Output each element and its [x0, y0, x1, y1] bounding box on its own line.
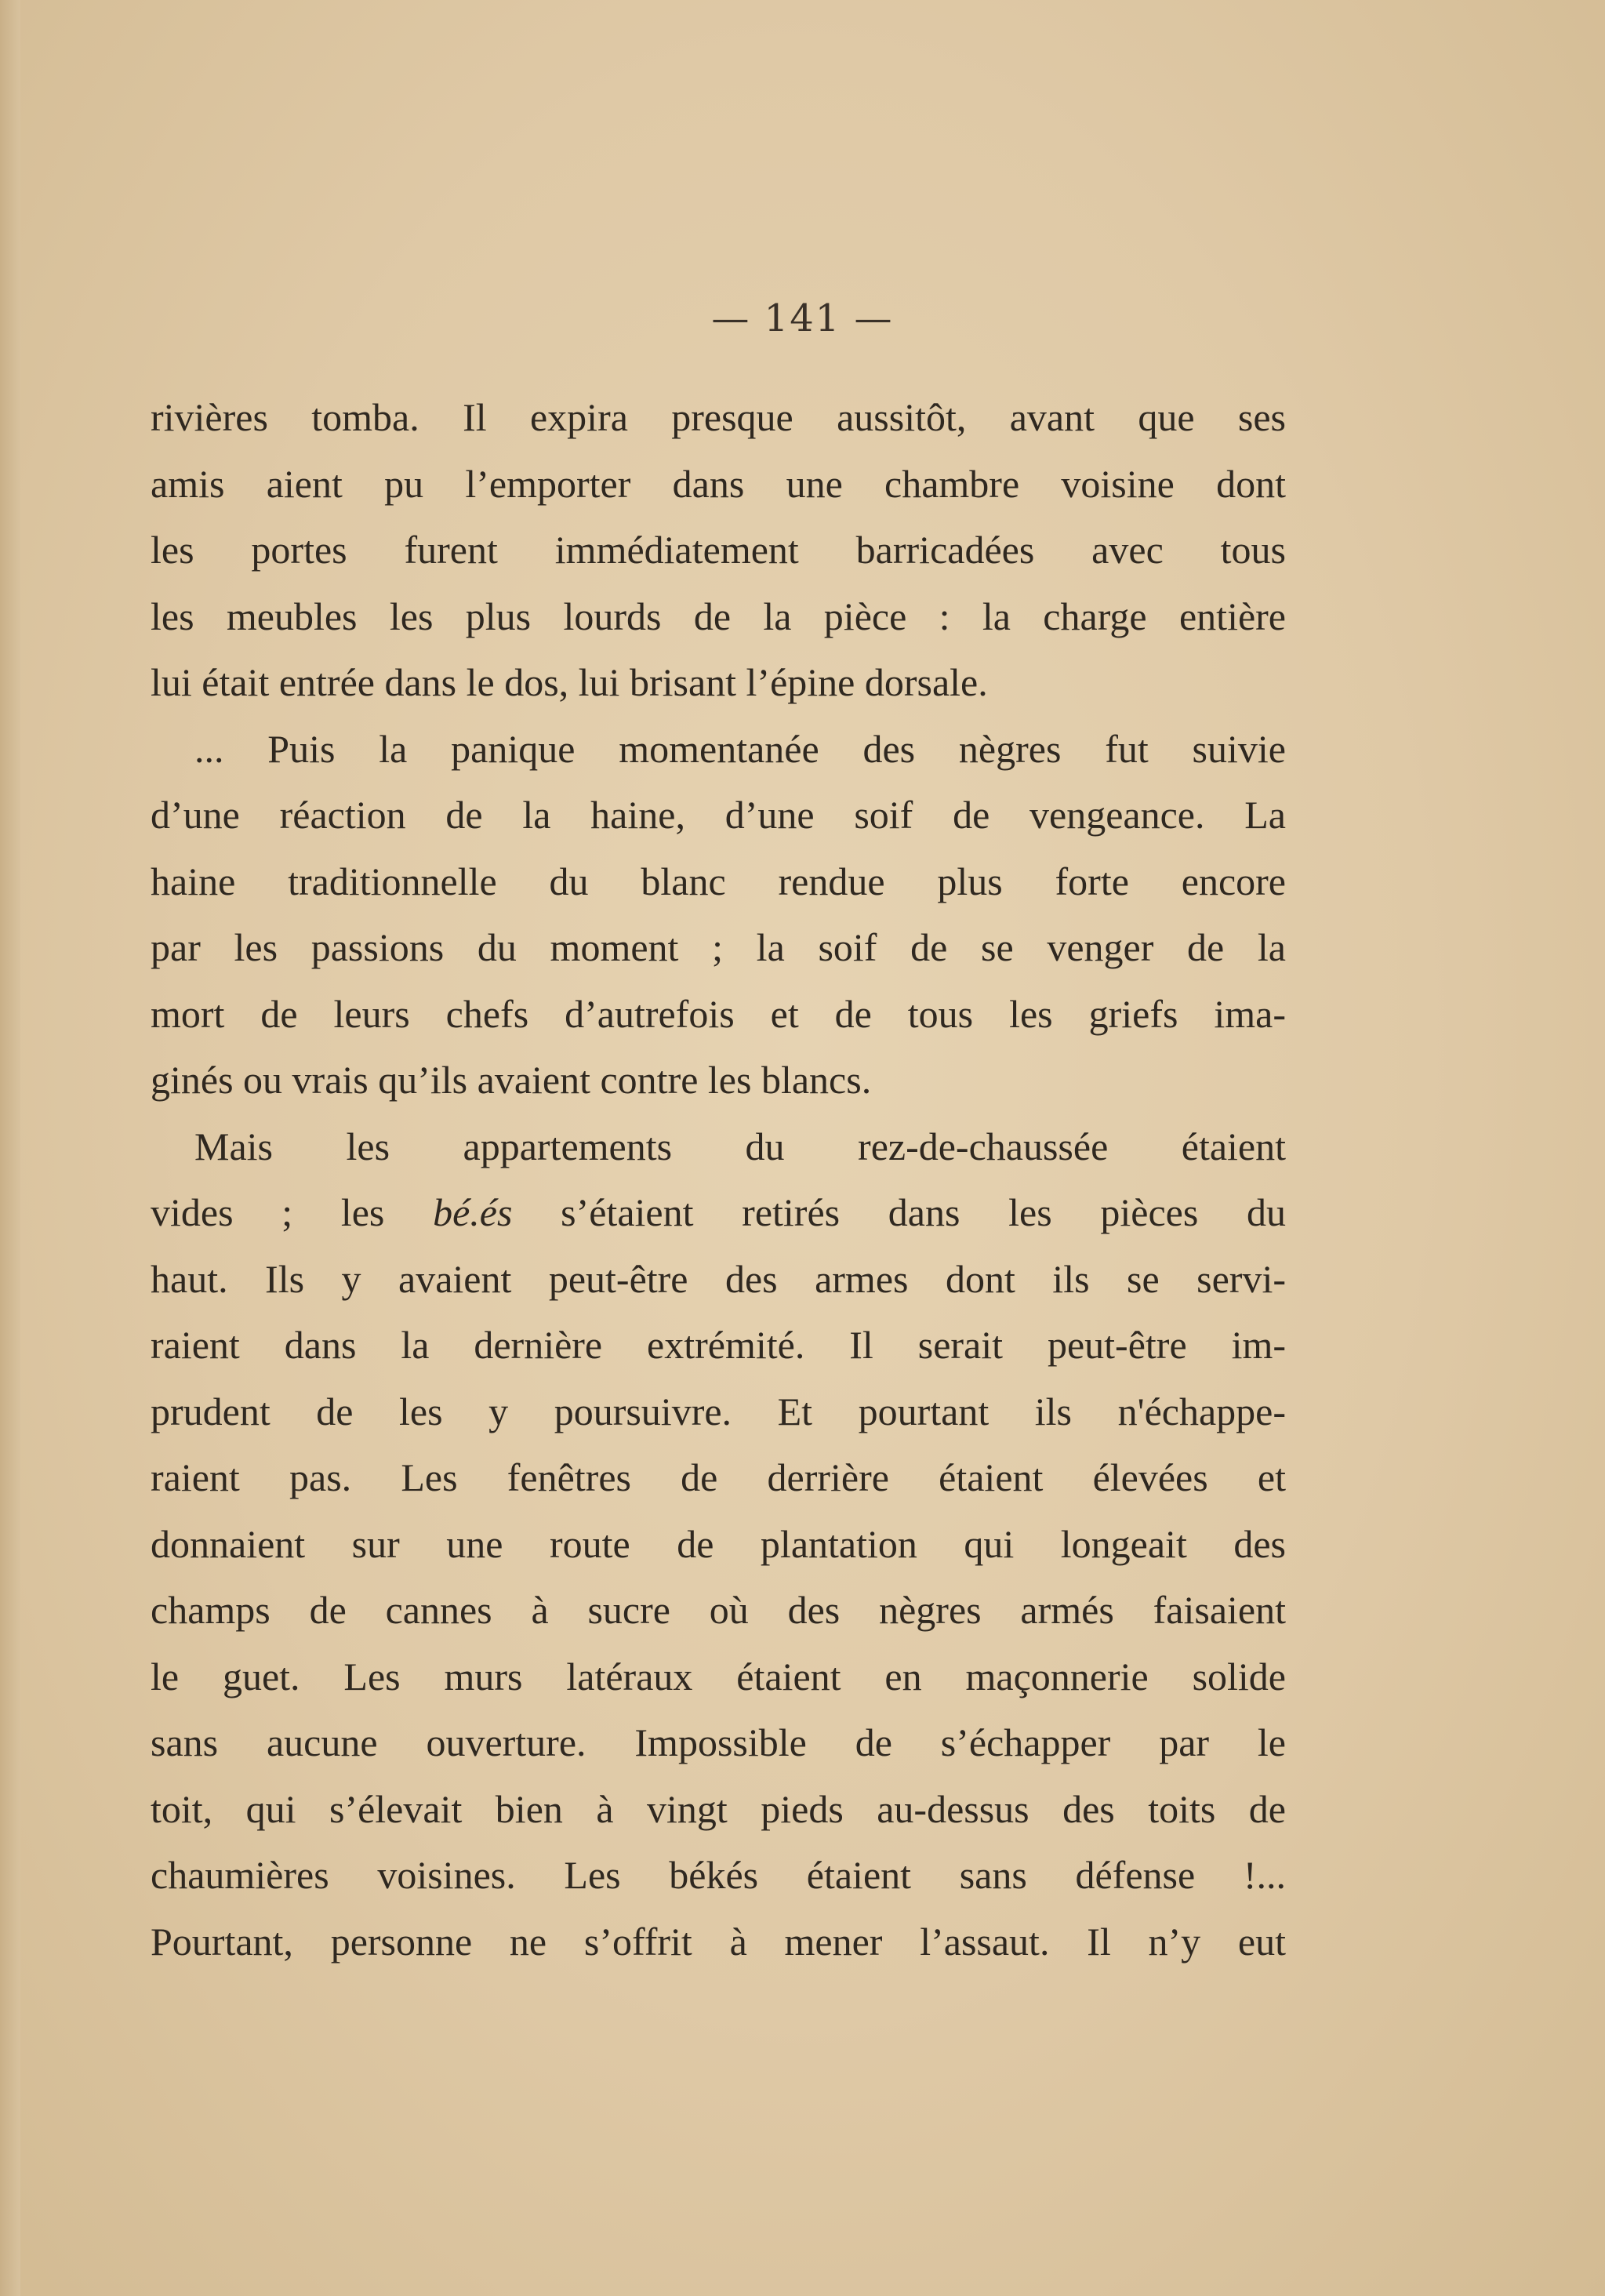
text-line: les meubles les plus lourds de la pièce : la charge entière [151, 594, 1286, 638]
text-line: d’une réaction de la haine, d’une soif de vengeance. La [151, 793, 1286, 837]
text-fragment: vides ; les [151, 1190, 385, 1234]
text-line: les portes furent immédiatement barricadées avec tous [151, 528, 1286, 572]
text-fragment: s’étaient retirés dans les pièces du [561, 1190, 1287, 1234]
text-line: haine traditionnelle du blanc rendue plus forte encore [151, 859, 1286, 903]
body-text [151, 384, 1286, 1974]
text-line: lui était entrée dans le dos, lui brisant l’épine dorsale. [151, 660, 988, 704]
text-line: amis aient pu l’emporter dans une chambre voisine dont [151, 461, 1286, 506]
text-line: par les passions du moment ; la soif de se venger de la [151, 925, 1286, 969]
text-line: rivières tomba. Il expira presque aussitôt, avant que ses [151, 395, 1286, 439]
text-line: prudent de les y poursuivre. Et pourtant ils n'échappe- [151, 1389, 1286, 1433]
text-line: raient pas. Les fenêtres de derrière étaient élevées et [151, 1455, 1286, 1499]
text-line: haut. Ils y avaient peut-être des armes dont ils se servi- [151, 1256, 1286, 1301]
text-line: raient dans la dernière extrémité. Il serait peut-être im- [151, 1323, 1286, 1367]
text-line: ... Puis la panique momentanée des nègres fut suivie [194, 726, 1286, 771]
text-line: le guet. Les murs latéraux étaient en maçonnerie solide [151, 1654, 1286, 1698]
text-line-with-italic [151, 1179, 1286, 1246]
text-line: Mais les appartements du rez-de-chaussée étaient [194, 1124, 1286, 1168]
italic-word: bé.és [433, 1190, 513, 1234]
text-line: sans aucune ouverture. Impossible de s’échapper par le [151, 1720, 1286, 1764]
text-line: mort de leurs chefs d’autrefois et de tous les griefs ima- [151, 991, 1286, 1036]
text-line: champs de cannes à sucre où des nègres armés faisaient [151, 1588, 1286, 1632]
page-number: — 141 — [711, 296, 894, 340]
text-line: ginés ou vrais qu’ils avaient contre les blancs. [151, 1058, 872, 1102]
text-line: toit, qui s’élevait bien à vingt pieds au-dessus des toits de [151, 1786, 1286, 1831]
text-line: chaumières voisines. Les békés étaient sans défense !... [151, 1853, 1286, 1897]
text-line: Pourtant, personne ne s’offrit à mener l’assaut. Il n’y eut [151, 1919, 1286, 1964]
page-edge-shadow [0, 0, 20, 2296]
text-line: donnaient sur une route de plantation qui longeait des [151, 1521, 1286, 1566]
